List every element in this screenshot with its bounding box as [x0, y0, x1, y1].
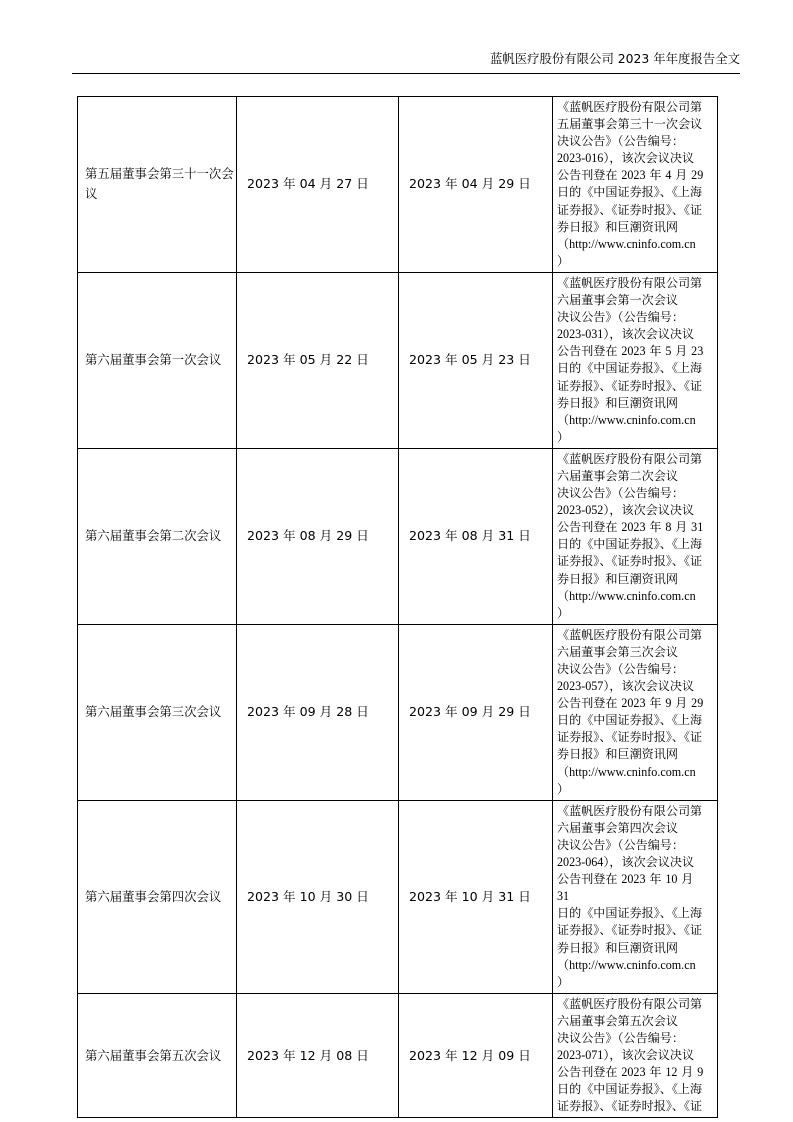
- resolution-index-cell: [553, 993, 718, 1118]
- resolution-index-line: 日的《中国证券报》、《上海: [557, 361, 703, 376]
- latin-run: 31: [691, 520, 704, 535]
- latin-run: 2023-031: [557, 327, 604, 342]
- held-date-cell: [237, 448, 399, 624]
- resolution-index-line: 券日报》和巨潮资讯网: [557, 571, 678, 586]
- resolution-index-line: 公告刊登在 2023 年 10 月: [557, 872, 694, 887]
- held-date-text: 2023 年 09 月 28 日: [247, 704, 369, 720]
- latin-run: 8: [665, 520, 672, 535]
- held-date-cell: [237, 624, 399, 800]
- resolution-index-line: 决议公告》（公告编号：: [557, 134, 684, 149]
- cninfo-url: http://www.cninfo.com.cn: [569, 236, 696, 251]
- latin-run: 29: [691, 168, 704, 183]
- table-row: [78, 97, 718, 273]
- resolution-index-line: 《蓝帆医疗股份有限公司第: [557, 996, 703, 1011]
- resolution-index-cell: [553, 448, 718, 624]
- resolution-index-line: 证券报》、《证券时报》、《证: [557, 730, 703, 745]
- resolution-index-line: 公告刊登在 2023 年 9 月 29: [557, 696, 704, 711]
- disclosure-date-cell: [399, 800, 553, 993]
- resolution-index-line: 六届董事会第一次会议: [557, 293, 678, 308]
- held-date-cell: [237, 800, 399, 993]
- resolution-index-line: ）: [557, 253, 570, 268]
- table-row: [78, 624, 718, 800]
- disclosure-date-cell: [399, 993, 553, 1118]
- resolution-index-line: 公告刊登在 2023 年 8 月 31: [557, 520, 704, 535]
- resolution-index-line: 日的《中国证券报》、《上海: [557, 185, 703, 200]
- resolution-index-line: 决议公告》（公告编号：: [557, 662, 684, 676]
- resolution-index-line: 《蓝帆医疗股份有限公司第: [557, 100, 703, 114]
- latin-run: 2023-057: [557, 679, 604, 694]
- resolution-index-line: 六届董事会第四次会议: [557, 820, 678, 835]
- resolution-index-line: 决议公告》（公告编号：: [557, 310, 684, 325]
- disclosure-date-cell: [399, 624, 553, 800]
- meeting-name-cell: [78, 993, 237, 1118]
- running-header: [72, 50, 740, 68]
- resolution-index-line: 日的《中国证券报》、《上海: [557, 1082, 703, 1097]
- table-row: [78, 272, 718, 448]
- latin-run: 2023-064: [557, 855, 604, 870]
- table-body: [78, 97, 718, 1118]
- cninfo-url: http://www.cninfo.com.cn: [569, 957, 696, 972]
- resolution-index-line: （http://www.cninfo.com.cn: [557, 236, 696, 251]
- resolution-index-line: 决议公告》（公告编号：: [557, 486, 684, 501]
- resolution-index-cell: [553, 624, 718, 800]
- table-row: [78, 993, 718, 1118]
- meeting-name-cell: [78, 624, 237, 800]
- resolution-index-line: （http://www.cninfo.com.cn: [557, 764, 696, 779]
- resolution-index-line: 决议公告》（公告编号：: [557, 837, 684, 852]
- resolution-index-line: 2023-064），该次会议决议: [557, 855, 695, 870]
- disclosure-date-text: 2023 年 10 月 31 日: [409, 888, 531, 904]
- table-row: [78, 448, 718, 624]
- table-row: [78, 800, 718, 993]
- meeting-name-cell: [78, 97, 237, 273]
- resolution-index-text: [553, 97, 717, 272]
- latin-run: 23: [691, 344, 704, 359]
- resolution-index-line: 决议公告》（公告编号：: [557, 1030, 684, 1045]
- resolution-index-line: 券日报》和巨潮资讯网: [557, 747, 678, 762]
- latin-run: 5: [665, 344, 672, 359]
- disclosure-date-text: 2023 年 09 月 29 日: [409, 704, 531, 720]
- latin-run: 9: [697, 1065, 704, 1080]
- latin-run: 2023: [621, 168, 646, 183]
- latin-run: 4: [665, 168, 672, 183]
- resolution-index-line: 《蓝帆医疗股份有限公司第: [557, 803, 703, 818]
- resolution-index-text: [553, 801, 717, 993]
- latin-run: 31: [557, 889, 570, 904]
- resolution-index-line: 《蓝帆医疗股份有限公司第: [557, 275, 703, 290]
- board-meetings-table: [77, 96, 718, 1118]
- meeting-name-cell: [78, 448, 237, 624]
- meeting-name-text: 第六届董事会第二次会议: [85, 528, 222, 544]
- disclosure-date-text: 2023 年 04 月 29 日: [409, 176, 531, 192]
- meeting-name-text: 第六届董事会第三次会议: [85, 704, 222, 720]
- meeting-name-text: 第六届董事会第一次会议: [85, 352, 222, 368]
- resolution-index-line: 《蓝帆医疗股份有限公司第: [557, 627, 703, 642]
- running-header-text: 蓝帆医疗股份有限公司 2023 年年度报告全文: [489, 51, 740, 66]
- cninfo-url: http://www.cninfo.com.cn: [569, 588, 696, 603]
- resolution-index-line: 六届董事会第五次会议: [557, 1013, 678, 1028]
- meeting-name-text: 第五届董事会第三十一次会议: [85, 166, 234, 202]
- held-date-cell: [237, 97, 399, 273]
- resolution-index-line: （http://www.cninfo.com.cn: [557, 957, 696, 972]
- resolution-index-text: [553, 449, 717, 624]
- latin-run: 2023-052: [557, 503, 604, 518]
- resolution-index-line: 2023-071），该次会议决议: [557, 1048, 695, 1063]
- disclosure-date-text: 2023 年 05 月 23 日: [409, 352, 531, 368]
- resolution-index-line: [557, 888, 714, 905]
- meeting-name-cell: [78, 800, 237, 993]
- meeting-name-text: 第六届董事会第四次会议: [85, 888, 222, 904]
- resolution-index-text: [553, 273, 717, 448]
- held-date-text: 2023 年 08 月 29 日: [247, 528, 369, 544]
- resolution-index-line: 公告刊登在 2023 年 12 月 9: [557, 1065, 704, 1080]
- resolution-index-line: ）: [557, 974, 570, 989]
- cninfo-url: http://www.cninfo.com.cn: [569, 412, 696, 427]
- resolution-index-line: 2023-052），该次会议决议: [557, 503, 695, 518]
- resolution-index-line: 《蓝帆医疗股份有限公司第: [557, 451, 703, 466]
- resolution-index-line: 证券报》、《证券时报》、《证: [557, 378, 703, 393]
- resolution-index-line: 2023-016），该次会议决议: [557, 151, 695, 166]
- resolution-index-line: 券日报》和巨潮资讯网: [557, 395, 678, 410]
- resolution-index-line: 五届董事会第三十一次会议: [557, 117, 703, 132]
- resolution-index-line: 券日报》和巨潮资讯网: [557, 219, 678, 234]
- resolution-index-text: [553, 625, 717, 800]
- resolution-index-line: 日的《中国证券报》、《上海: [557, 537, 703, 552]
- latin-run: 2023-016: [557, 151, 604, 166]
- latin-run: 2023: [621, 520, 646, 535]
- held-date-cell: [237, 993, 399, 1118]
- latin-run: 9: [665, 696, 672, 711]
- latin-run: 2023: [621, 1065, 646, 1080]
- resolution-index-line: 2023-057），该次会议决议: [557, 679, 695, 694]
- resolution-index-line: （http://www.cninfo.com.cn: [557, 588, 696, 603]
- resolution-index-line: 公告刊登在 2023 年 4 月 29: [557, 168, 704, 183]
- cninfo-url: http://www.cninfo.com.cn: [569, 764, 696, 779]
- latin-run: 2023: [621, 872, 646, 887]
- latin-run: 29: [691, 696, 704, 711]
- latin-run: 2023: [621, 696, 646, 711]
- resolution-index-line: ）: [557, 429, 570, 444]
- held-date-cell: [237, 272, 399, 448]
- latin-run: 2023: [621, 344, 646, 359]
- disclosure-date-text: 2023 年 08 月 31 日: [409, 528, 531, 544]
- resolution-index-line: （http://www.cninfo.com.cn: [557, 412, 696, 427]
- held-date-text: 2023 年 04 月 27 日: [247, 176, 369, 192]
- resolution-index-line: 六届董事会第三次会议: [557, 644, 678, 659]
- resolution-index-line: 日的《中国证券报》、《上海: [557, 906, 703, 921]
- resolution-index-line: 券日报》和巨潮资讯网: [557, 940, 678, 955]
- resolution-index-line: 证券报》、《证券时报》、《证: [557, 554, 703, 569]
- resolution-index-line: ）: [557, 605, 570, 620]
- resolution-index-cell: [553, 97, 718, 273]
- resolution-index-text: [553, 994, 717, 1118]
- resolution-index-line: 证券报》、《证券时报》、《证: [557, 923, 703, 938]
- resolution-index-line: 日的《中国证券报》、《上海: [557, 713, 703, 728]
- resolution-index-line: 证券报》、《证券时报》、《证: [557, 1099, 703, 1114]
- resolution-index-line: ）: [557, 781, 570, 796]
- held-date-text: 2023 年 10 月 30 日: [247, 888, 369, 904]
- resolution-index-cell: [553, 800, 718, 993]
- resolution-index-line: 证券报》、《证券时报》、《证: [557, 202, 703, 217]
- header-divider-rule: [72, 73, 740, 74]
- held-date-text: 2023 年 12 月 08 日: [247, 1047, 369, 1063]
- board-meetings-table-container: [77, 96, 717, 1114]
- disclosure-date-cell: [399, 97, 553, 273]
- resolution-index-line: 2023-031），该次会议决议: [557, 327, 695, 342]
- resolution-index-cell: [553, 272, 718, 448]
- meeting-name-text: 第六届董事会第五次会议: [85, 1047, 222, 1063]
- held-date-text: 2023 年 05 月 22 日: [247, 352, 369, 368]
- disclosure-date-cell: [399, 448, 553, 624]
- latin-run: 2023-071: [557, 1048, 604, 1063]
- latin-run: 12: [665, 1065, 678, 1080]
- resolution-index-line: 公告刊登在 2023 年 5 月 23: [557, 344, 704, 359]
- meeting-name-cell: [78, 272, 237, 448]
- disclosure-date-text: 2023 年 12 月 09 日: [409, 1047, 531, 1063]
- disclosure-date-cell: [399, 272, 553, 448]
- resolution-index-line: 六届董事会第二次会议: [557, 468, 678, 483]
- latin-run: 10: [665, 872, 678, 887]
